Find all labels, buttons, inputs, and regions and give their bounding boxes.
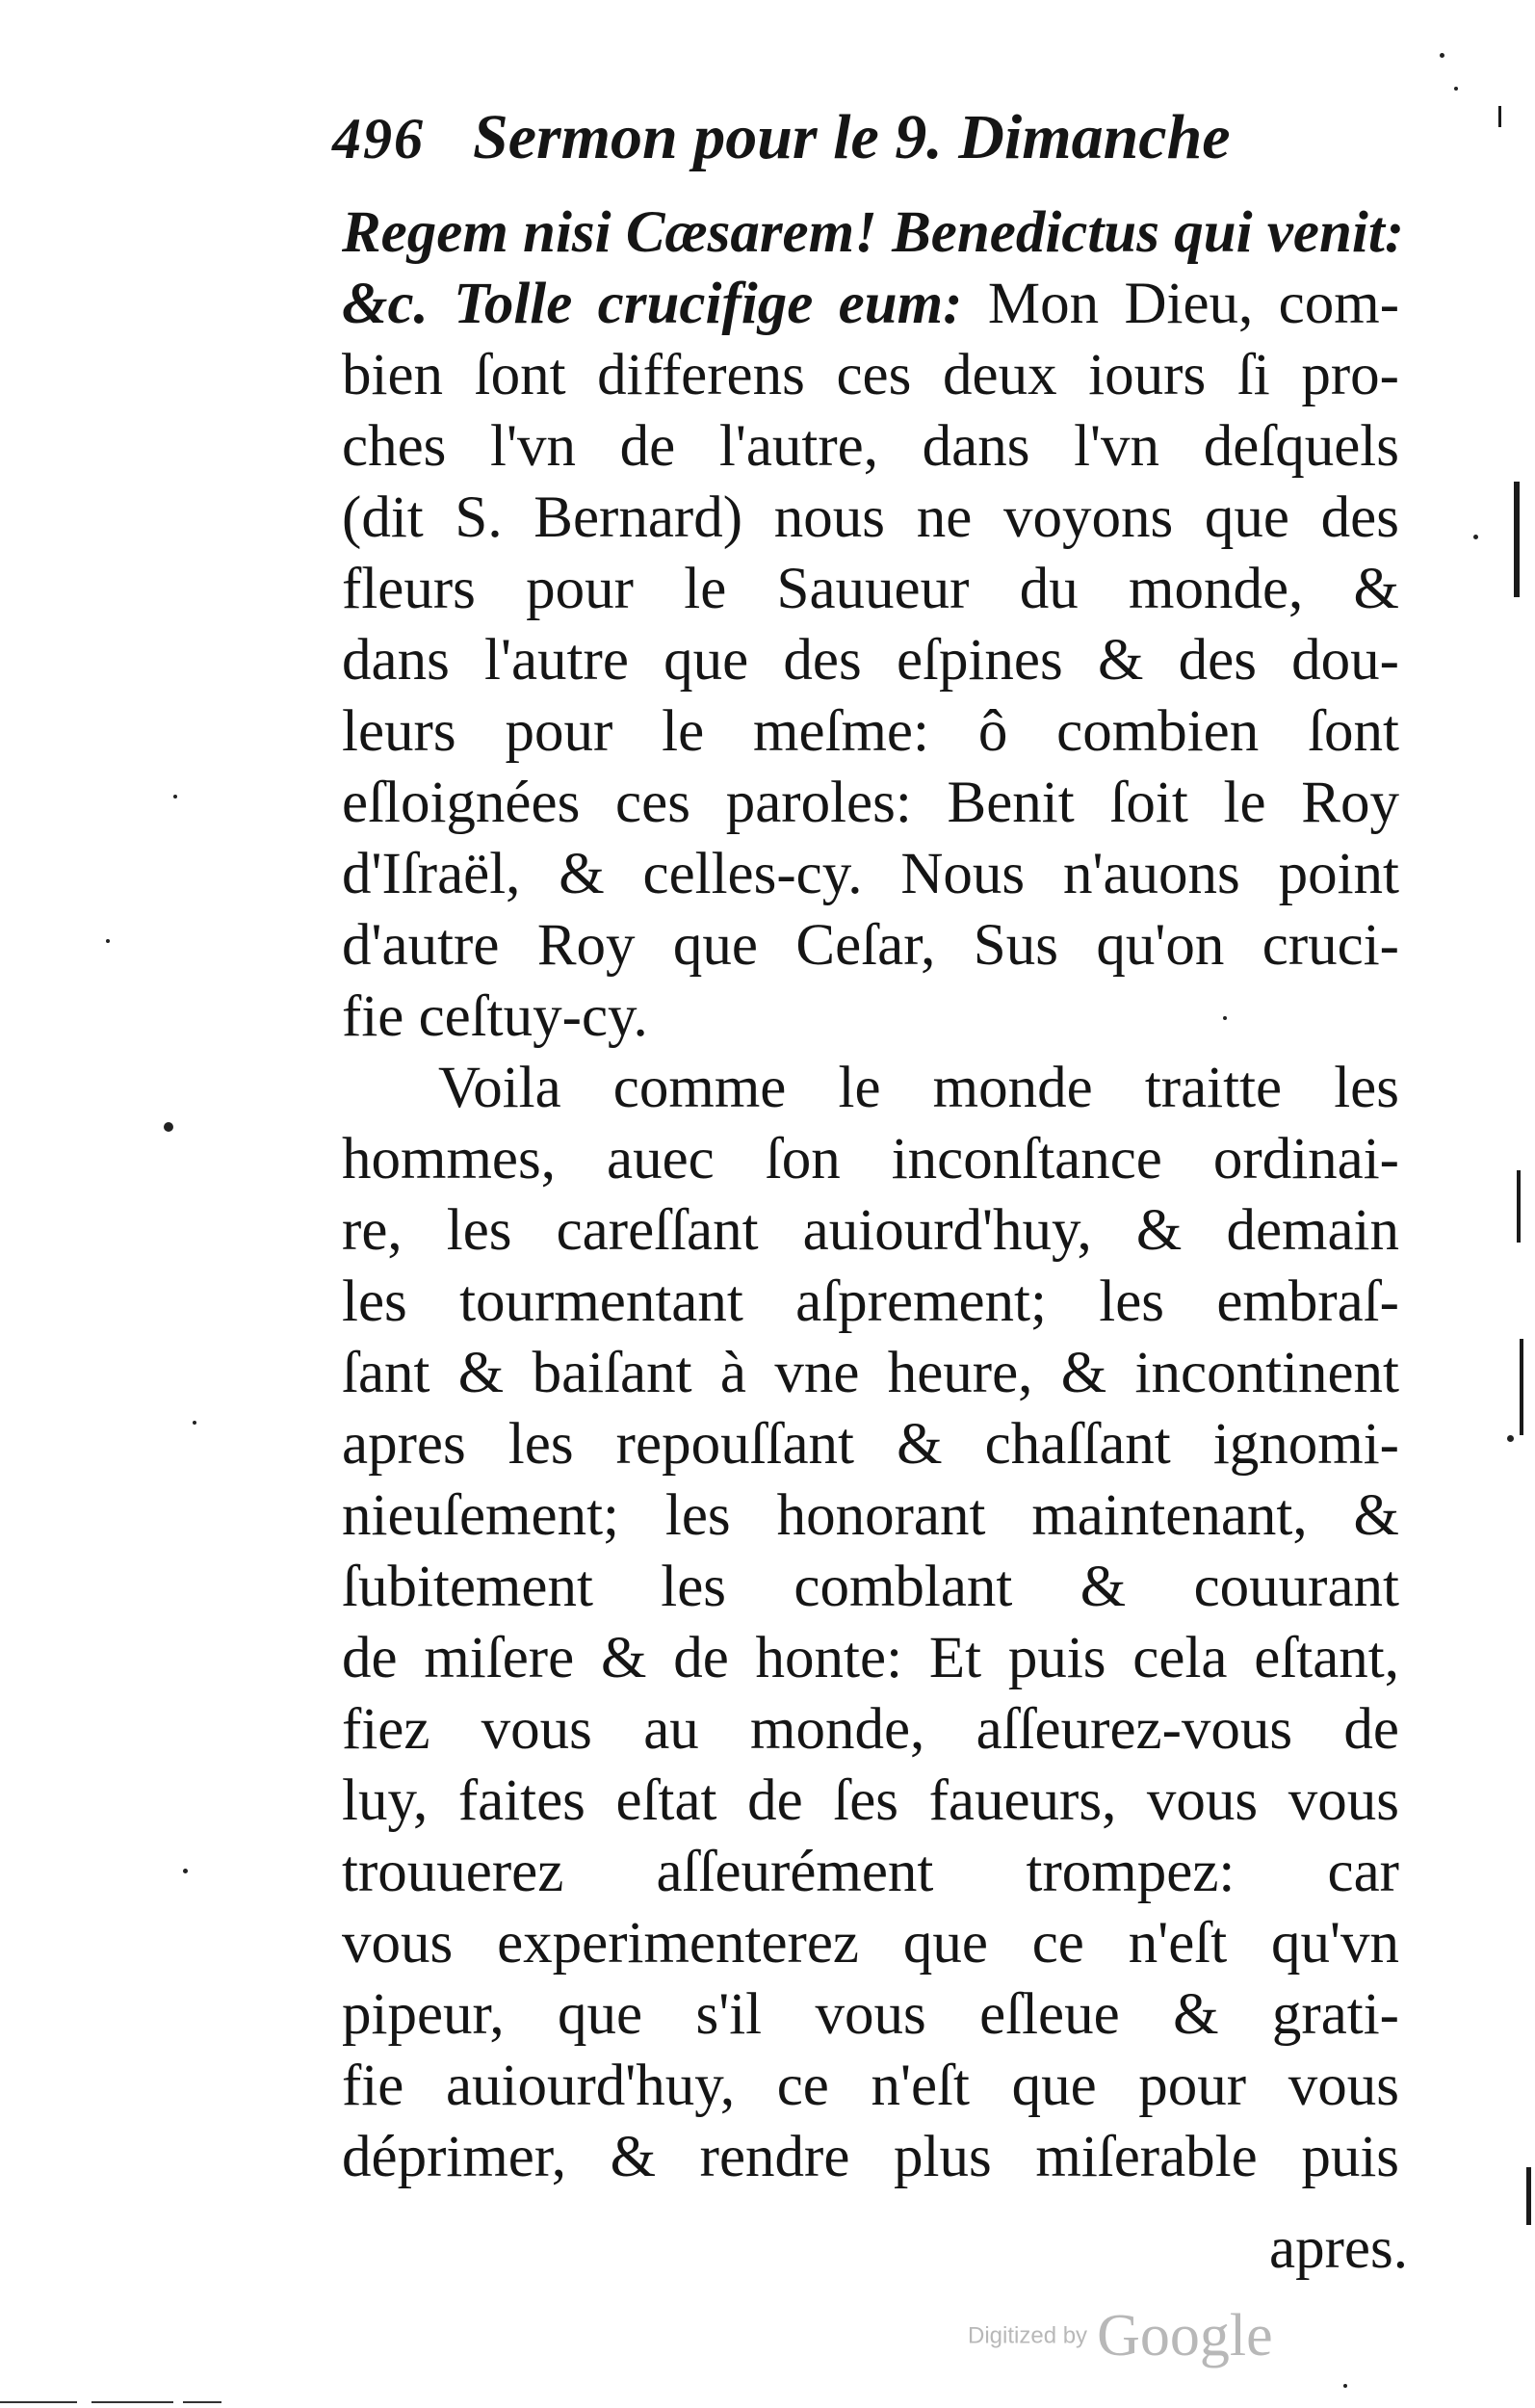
text-line: apres les repouſſant & chaſſant ignomi-: [342, 1412, 1399, 1477]
text-line: fleurs pour le Sauueur du monde, &: [342, 557, 1399, 621]
page-edge-mark: [1514, 482, 1520, 597]
text-line: déprimer, & rendre plus miſerable puis: [342, 2125, 1399, 2189]
bottom-edge-line: [0, 2401, 77, 2403]
text-line: Regem nisi Cæsarem! Benedictus qui venit:: [342, 200, 1405, 265]
text-line: hommes, auec ſon inconſtance ordinai-: [342, 1127, 1399, 1191]
text-line: les tourmentant aſprement; les embraſ-: [342, 1269, 1399, 1334]
text-line: Voila comme le monde traitte les: [438, 1056, 1399, 1120]
digitized-watermark: [968, 2302, 1273, 2370]
text-line: re, les careſſant auiourd'huy, & demain: [342, 1198, 1399, 1263]
scan-speck: [164, 1122, 173, 1132]
text-line: fie auiourd'huy, ce n'eſt que pour vous: [342, 2054, 1399, 2118]
scan-speck: [1507, 1435, 1514, 1442]
page-edge-mark: [1520, 1339, 1523, 1435]
text-line: pipeur, que s'il vous eſleue & grati-: [342, 1982, 1399, 2047]
text-line: (dit S. Bernard) nous ne voyons que des: [342, 485, 1399, 550]
scan-speck: [1343, 2384, 1347, 2388]
text-line: fie ceſtuy-cy.: [342, 984, 648, 1049]
text-line: ches l'vn de l'autre, dans l'vn deſquels: [342, 414, 1399, 479]
text-line: ſant & baiſant à vne heure, & incontinent: [342, 1341, 1399, 1405]
text-line: vous experimenterez que ce n'eſt qu'vn: [342, 1911, 1399, 1976]
text-line: luy, faites eſtat de ſes faueurs, vous vous: [342, 1768, 1399, 1833]
text-line: eſloignées ces paroles: Benit ſoit le Roy: [342, 771, 1399, 835]
scan-speck: [193, 1421, 196, 1425]
watermark-label: Digitized by: [968, 2322, 1088, 2349]
text-line: de miſere & de honte: Et puis cela eſtant,: [342, 1626, 1399, 1690]
text-line: leurs pour le meſme: ô combien ſont: [342, 699, 1399, 764]
text-line: dans l'autre que des eſpines & des dou-: [342, 628, 1399, 693]
text-line: nieuſement; les honorant maintenant, &: [342, 1483, 1399, 1548]
body-text: [342, 197, 1405, 2193]
page-edge-mark: [1517, 1170, 1521, 1243]
scan-speck: [1223, 1016, 1227, 1020]
bottom-edge-line: [183, 2401, 221, 2403]
running-head: Sermon pour le 9. Dimanche: [473, 102, 1231, 172]
text-line: [342, 269, 1399, 340]
text-line: ſubitement les comblant & couurant: [342, 1555, 1399, 1619]
page-edge-mark: [1498, 106, 1501, 127]
text-line: trouuerez aſſeurément trompez: car: [342, 1840, 1399, 1904]
italic-latin-phrase: &c. Tolle crucifige eum:: [342, 272, 963, 336]
text-line: d'Iſraël, & celles-cy. Nous n'auons point: [342, 842, 1399, 906]
page-number: 496: [332, 107, 425, 170]
page-header: [332, 101, 1420, 197]
scan-speck: [183, 1869, 188, 1873]
scan-speck: [1440, 53, 1444, 58]
scan-speck: [106, 939, 110, 943]
catchword: apres.: [1269, 2216, 1408, 2281]
bottom-edge-line: [91, 2401, 173, 2403]
scan-speck: [173, 795, 177, 798]
text-line: bien ſont differens ces deux iours ſi pro-: [342, 343, 1399, 407]
text-line: d'autre Roy que Ceſar, Sus qu'on cruci-: [342, 913, 1399, 978]
text-line: fiez vous au monde, aſſeurez-vous de: [342, 1697, 1399, 1762]
google-logo: Google: [1097, 2303, 1273, 2369]
scan-speck: [1473, 535, 1478, 539]
roman-text: Mon Dieu, com-: [962, 272, 1400, 336]
scan-speck: [1454, 87, 1458, 91]
page-edge-mark: [1526, 2167, 1531, 2225]
